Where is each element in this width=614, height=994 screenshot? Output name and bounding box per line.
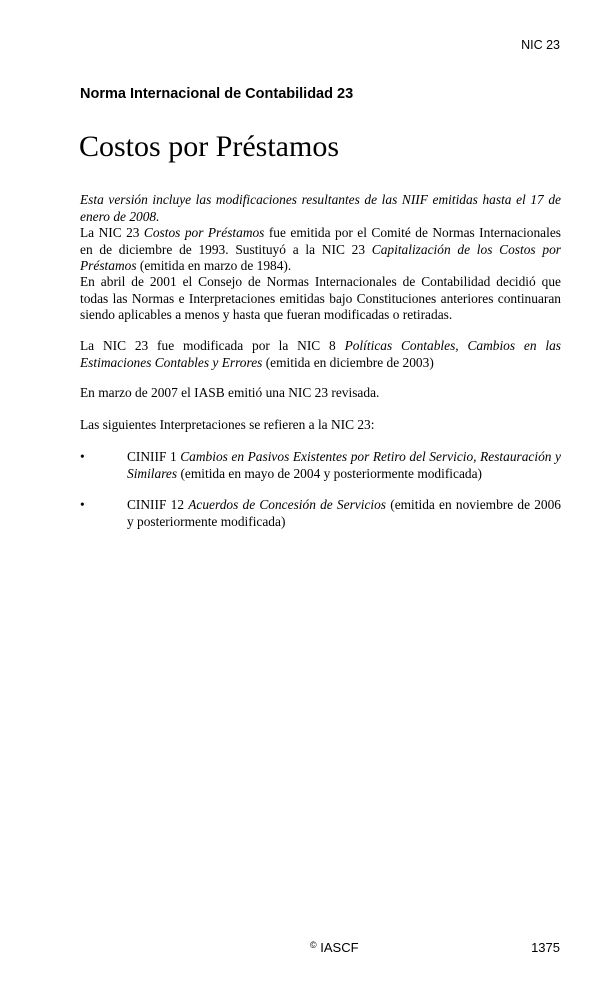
- paragraph-council-decision: En abril de 2001 el Consejo de Normas Internacionales de Contabilidad decidió que todas las Normas e Interpretaciones emitidas bajo Constituciones anteriores continuaran siendo aplicables a menos y hasta que fueran modificadas o retiradas.: [80, 274, 561, 322]
- running-header: NIC 23: [521, 38, 560, 52]
- list-item: • CINIIF 1 Cambios en Pasivos Existentes por Retiro del Servicio, Restauración y Similares (emitida en mayo de 2004 y posteriormente modificada): [80, 449, 561, 481]
- page-number: 1375: [531, 940, 560, 955]
- copyright-icon: ©: [310, 940, 317, 950]
- page-title: Costos por Préstamos: [79, 130, 340, 163]
- paragraph-version-note: Esta versión incluye las modificaciones resultantes de las NIIF emitidas hasta el 17 de enero de 2008.: [80, 192, 561, 224]
- paragraph-revision: En marzo de 2007 el IASB emitió una NIC 23 revisada.: [80, 385, 380, 400]
- bullet-icon: •: [80, 449, 85, 464]
- list-item: • CINIIF 12 Acuerdos de Concesión de Servicios (emitida en noviembre de 2006 y posteriormente modificada): [80, 497, 561, 529]
- bullet-icon: •: [80, 497, 85, 512]
- paragraph-amendment: La NIC 23 fue modificada por la NIC 8 Políticas Contables, Cambios en las Estimaciones Contables y Errores (emitida en diciembre de 2003): [80, 338, 561, 370]
- document-subtitle: Norma Internacional de Contabilidad 23: [80, 86, 354, 102]
- paragraph-issuance: La NIC 23 Costos por Préstamos fue emitida por el Comité de Normas Internacionales en de diciembre de 1993. Sustituyó a la NIC 23 Capitalización de los Costos por Préstamos (emitida en marzo de 1984).: [80, 225, 561, 273]
- paragraph-interpretations-intro: Las siguientes Interpretaciones se refieren a la NIC 23:: [80, 417, 375, 432]
- footer-copyright: © IASCF: [310, 940, 359, 955]
